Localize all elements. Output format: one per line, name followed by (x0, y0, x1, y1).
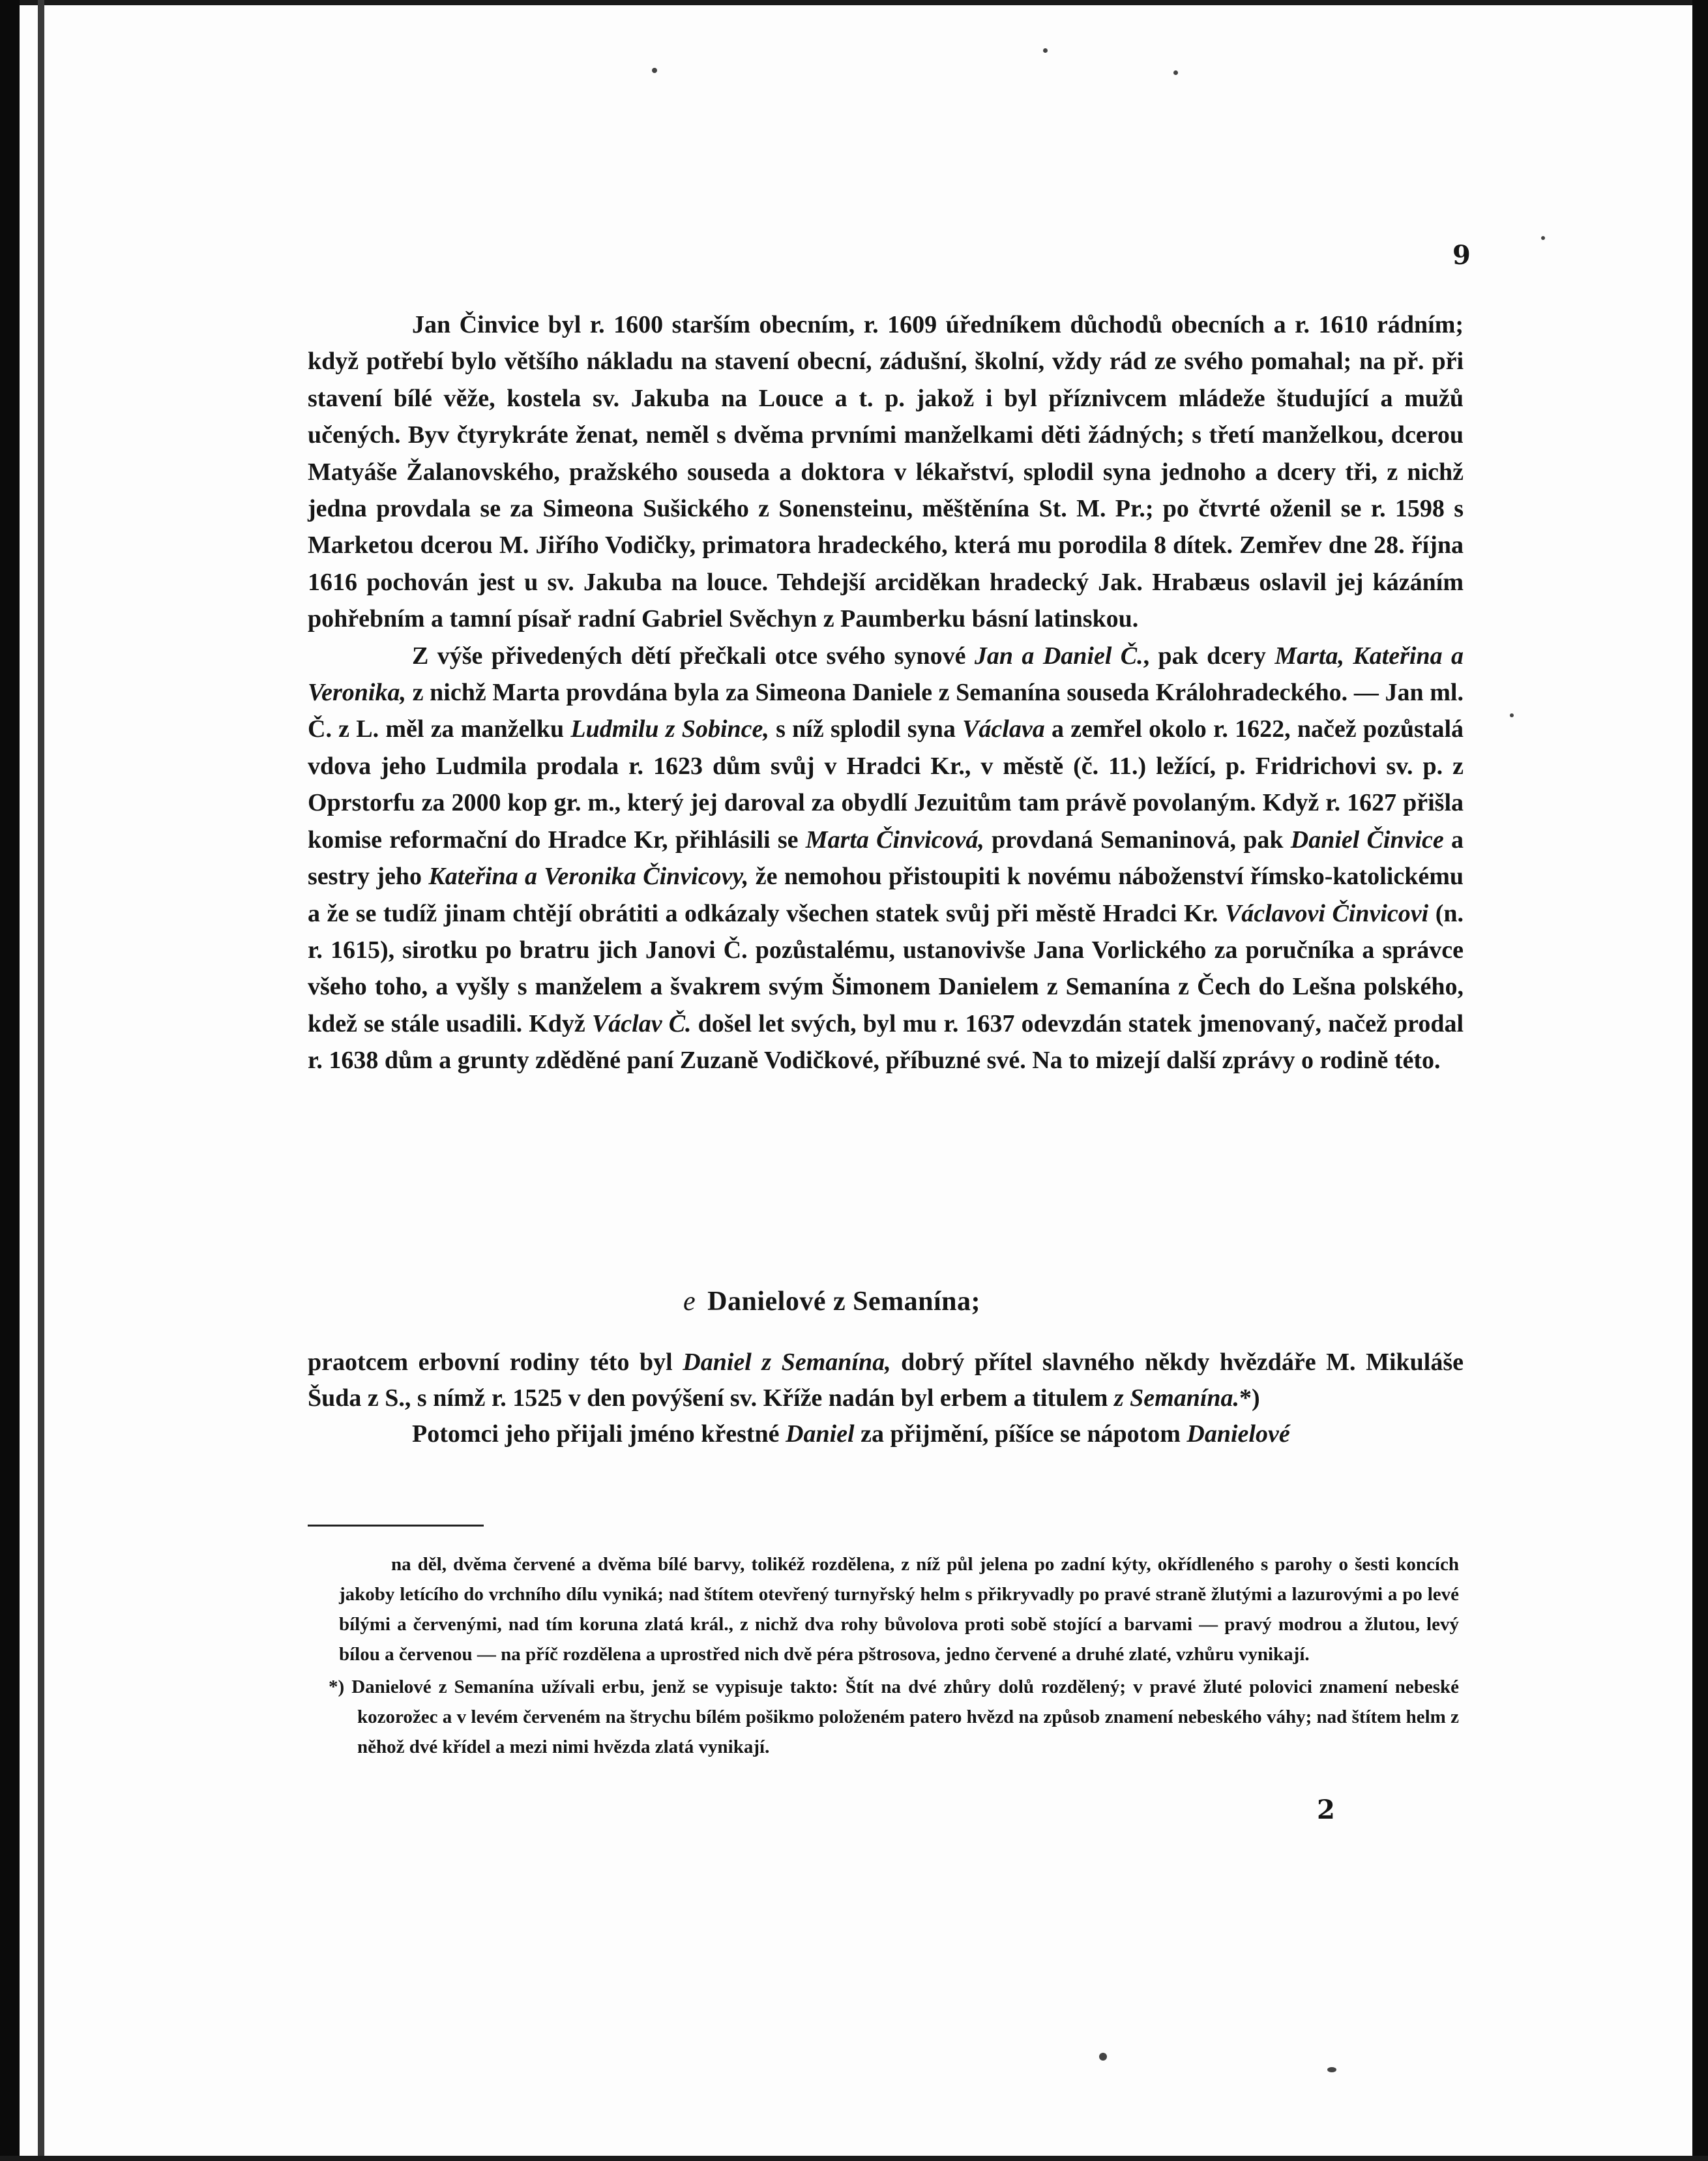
scan-edge-right (1692, 0, 1708, 2161)
footnote-marker: *) (329, 1677, 345, 1697)
scan-speck (1043, 48, 1048, 53)
paragraph-cinvice-jan: Jan Činvice byl r. 1600 starším obecním, r. 1609 úředníkem důchodů obecních a r. 1610 rádním; když potřebí bylo většího nákladu na stavení obecní, zádušní, školní, vždy rád ze svého pomahal; na př. při stavení bílé věže, kostela sv. Jakuba na Louce a t. p. jakož i byl příznivcem mládeže študující a mužů učených. Byv čtyrykráte ženat, neměl s dvěma prvními manželkami děti žádných; s třetí manželkou, dcerou Matyáše Žalanovského, pražského souseda a doktora v lékařství, splodil syna jednoho a dcery tři, z nichž jedna provdala se za Simeona Sušického z Sonensteinu, měštěnína St. M. Pr.; po čtvrté oženil se r. 1598 s Marketou dcerou M. Jiřího Vodičky, primatora hradeckého, která mu porodila 8 dítek. Zemřev dne 28. října 1616 pochován jest u sv. Jakuba na louce. Tehdejší arciděkan hradecký Jak. Hrabæus oslavil jej kázáním pohřebním a tamní písař radní Gabriel Svěchyn z Paumberku básní latinskou. (308, 311, 1464, 633)
scan-speck (1541, 236, 1545, 240)
signature-number: 2 (1317, 1795, 1335, 1825)
footnote-divider (308, 1525, 484, 1527)
scan-speck (652, 68, 657, 73)
section-text-block (308, 1345, 1464, 1452)
footnotes-block (329, 1549, 1459, 1762)
scan-edge-bottom (0, 2156, 1708, 2161)
page-number-top: 9 (1452, 240, 1471, 271)
heading-ornament: e (683, 1287, 696, 1317)
scan-edge-left-inner (38, 0, 44, 2161)
scan-speck (1510, 713, 1514, 717)
scan-speck (1327, 2067, 1336, 2072)
paragraph-daniel-origin: praotcem erbovní rodiny této byl Daniel z Semanína, dobrý přítel slavného někdy hvězdáře M. Mikuláše Šuda z S., s nímž r. 1525 v den povýšení sv. Kříže nadán byl erbem a titulem z Semanína.*) (308, 1349, 1464, 1412)
main-text-block (308, 306, 1464, 1079)
footnote-asterisk: *) Danielové z Semanína užívali erbu, jenž se vypisuje takto: Štít na dvé zhůry dolů rozdělený; v pravé žluté polovici znamení nebeské kozorožec a v levém červeném na štrychu bílém pošikmo položeném patero hvězd na způsob znamení nebeského váhy; nad štítem helm z něhož dvé křídel a mezi nimi hvězda zlatá vynikají. (329, 1677, 1459, 1757)
footnote-continuation: na děl, dvěma červené a dvěma bílé barvy, tolikéž rozdělena, z níž půl jelena po zadní kýty, okřídleného s parohy o šesti koncích jakoby letícího do vrchního dílu vyniká; nad štítem otevřený turnyřský helm s přikryvadly po pravé straně žlutými a lazurovými a po levé bílými a červenými, nad tím koruna zlatá král., z nichž dva rohy bůvolova proti sobě stojící a barvami — pravý modrou a žlutou, levý bílou a červenou — na příč rozdělena a uprostřed nich dvě péra pštrosova, jedno červené a druhé zlaté, vzhůru vynikají. (339, 1554, 1459, 1665)
scan-speck (1099, 2053, 1107, 2061)
heading-title: Danielové z Semanína; (707, 1287, 980, 1317)
footnote-ref: *) (1239, 1384, 1260, 1412)
section-heading (683, 1286, 1140, 1317)
paragraph-descendants: Potomci jeho přijali jméno křestné Daniel za přijmění, píšíce se nápotom Danielové (412, 1420, 1290, 1448)
paragraph-children: Z výše přivedených dětí přečkali otce svého synové Jan a Daniel Č., pak dcery Marta, Kateřina a Veronika, z nichž Marta provdána byla za Simeona Daniele z Semanína souseda Králohradeckého. — Jan ml. Č. z L. měl za manželku Ludmilu z Sobince, s níž splodil syna Václava a zemřel okolo r. 1622, načež pozůstalá vdova jeho Ludmila prodala r. 1623 dům svůj v Hradci Kr., v městě (č. 11.) ležící, p. Fridrichovi sv. p. z Oprstorfu za 2000 kop gr. m., který jej daroval za obydlí Jezuitům tam právě povolaným. Když r. 1627 přišla komise reformační do Hradce Kr, přihlásili se Marta Činvicová, provdaná Semaninová, pak Daniel Činvice a sestry jeho Kateřina a Veronika Činvicovy, že nemohou přistoupiti k novému náboženství římsko-katolickému a že se tudíž jinam chtějí obrátiti a odkázaly všechen statek svůj při městě Hradci Kr. Václavovi Činvicovi (n. r. 1615), sirotku po bratru jich Janovi Č. pozůstalému, ustanovivše Jana Vorlického za poručníka a správce všeho toho, a vyšly s manželem a švakrem svým Šimonem Danielem z Semanína z Čech do Lešna polského, kdež se stále usadili. Když Václav Č. došel let svých, byl mu r. 1637 odevzdán statek jmenovaný, načež prodal r. 1638 dům a grunty zděděné paní Zuzaně Vodičkové, příbuzné své. Na to mizejí další zprávy o rodině této. (308, 642, 1464, 1075)
scan-edge-top (0, 0, 1708, 5)
scan-speck (1173, 70, 1178, 75)
scan-edge-left (0, 0, 20, 2161)
